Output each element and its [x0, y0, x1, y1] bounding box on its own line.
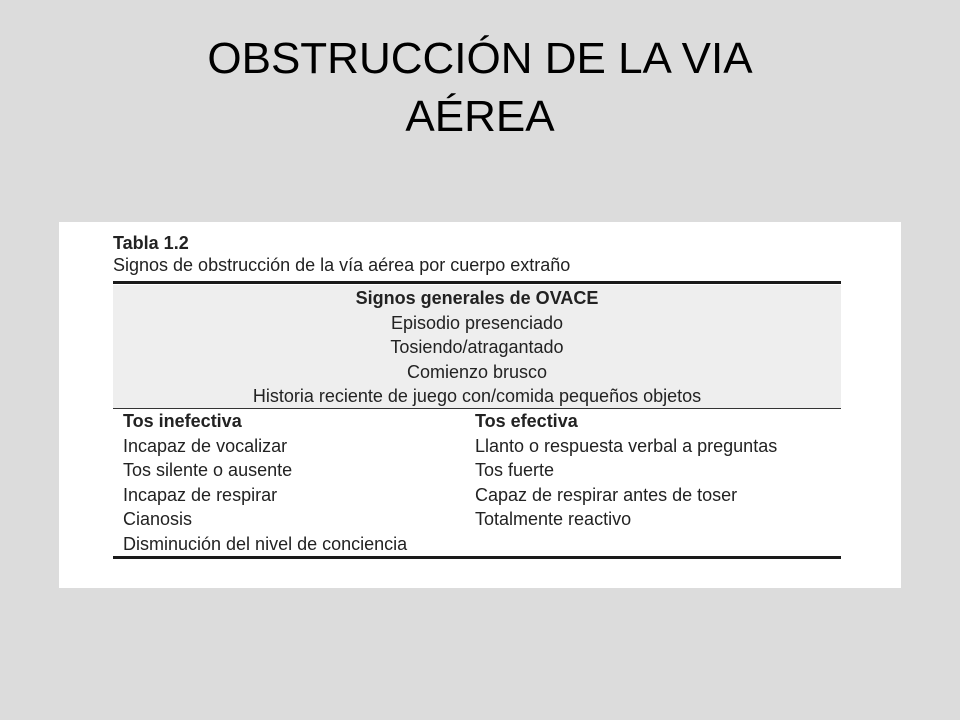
general-sign-item: Episodio presenciado	[390, 312, 564, 333]
effective-cough-item: Totalmente reactivo	[475, 509, 632, 529]
table-top-rule	[113, 281, 841, 284]
effective-cough-column	[475, 409, 845, 532]
effective-cough-item: Capaz de respirar antes de toser	[475, 484, 738, 505]
general-sign-item: Tosiendo/atragantado	[390, 337, 564, 357]
table-bottom-rule	[113, 556, 841, 559]
effective-cough-heading: Tos efectiva	[475, 411, 578, 431]
ineffective-cough-column	[123, 409, 473, 556]
general-sign-item: Comienzo brusco	[406, 361, 548, 382]
table-caption	[113, 232, 853, 275]
ineffective-cough-item: Incapaz de vocalizar	[123, 435, 288, 456]
table-label: Tabla 1.2	[113, 233, 189, 253]
slide-title-line-1: OBSTRUCCIÓN DE LA VIA	[207, 34, 753, 83]
ineffective-cough-heading: Tos inefectiva	[123, 411, 242, 431]
slide-title-line-2: AÉREA	[405, 92, 555, 141]
ineffective-cough-item: Disminución del nivel de conciencia	[123, 533, 408, 554]
table-image-panel	[59, 222, 901, 588]
general-sign-item: Historia reciente de juego con/comida pequeños objetos	[252, 386, 702, 406]
ineffective-cough-item: Tos silente o ausente	[123, 460, 293, 480]
effective-cough-item: Llanto o respuesta verbal a preguntas	[475, 435, 778, 456]
table-subtitle: Signos de obstrucción de la vía aérea por cuerpo extraño	[113, 255, 571, 275]
ineffective-cough-item: Cianosis	[123, 509, 193, 529]
slide-title	[0, 30, 960, 146]
general-signs-block	[113, 285, 841, 408]
ineffective-cough-item: Incapaz de respirar	[123, 484, 278, 505]
general-signs-heading: Signos generales de OVACE	[355, 288, 599, 308]
effective-cough-item: Tos fuerte	[475, 460, 555, 480]
